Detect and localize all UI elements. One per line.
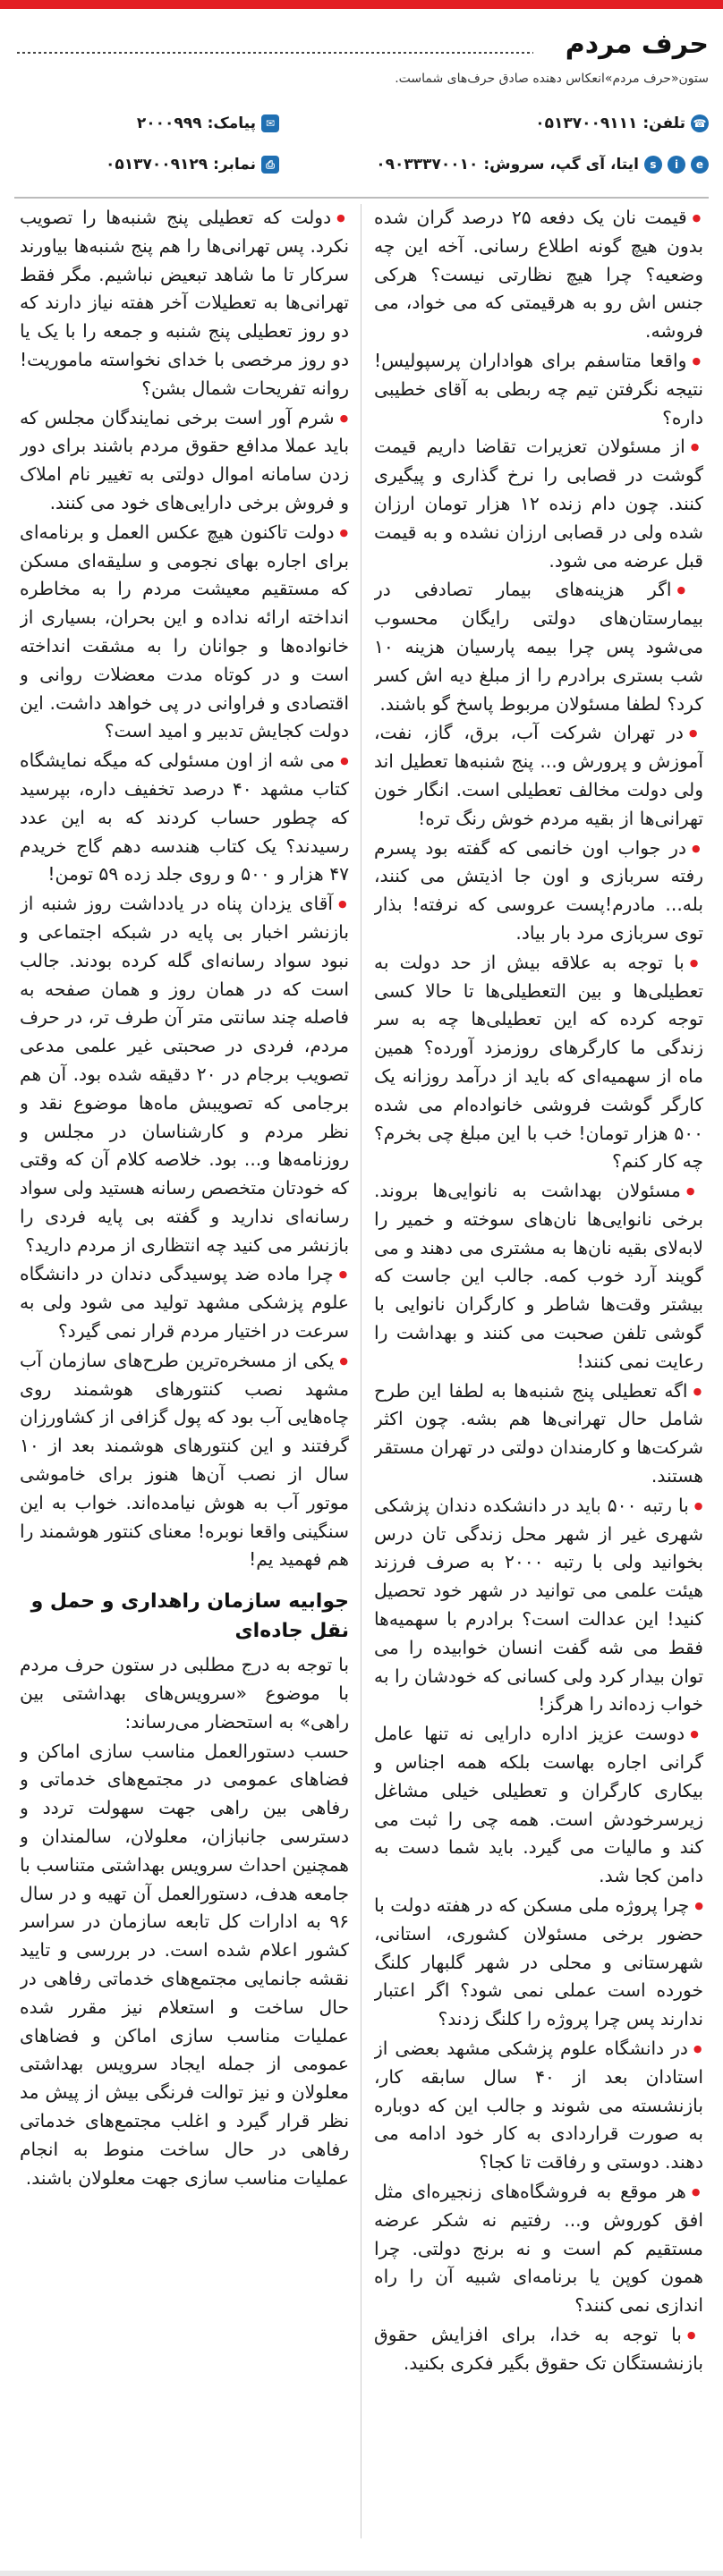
reader-message: ● دولت تاکنون هیچ عکس العمل و برنامه‌ای برای اجاره بهای نجومی و سلیقه‌ای مسکن که مستقیم معیشت مردم را به مخاطره انداخته ارائه نداده و این بحران، بسیاری از خانواده‌ها و جوانان را به مشقت انداخته است و در کوتاه مدت معضلات روانی و اقتصادی و فراوانی در پی خواهد داشت. این دولت کجایش تدبیر و امید است؟: [20, 519, 349, 746]
column-header: [0, 9, 723, 97]
response-paragraph: با توجه به درج مطلبی در ستون حرف مردم با موضوع «سرویس‌های بهداشتی بین راهی» به استحضار می‌رساند:: [20, 1654, 349, 1733]
reader-message: ● قیمت نان یک دفعه ۲۵ درصد گران شده بدون هیچ گونه اطلاع رسانی. آخه این چه وضعیه؟ چرا هیچ نظارتی نیست؟ هرکی جنس اش رو به هرقیمتی که می خواد، می فروشه.: [374, 204, 703, 346]
reader-message: ● مسئولان بهداشت به نانوایی‌ها بروند. برخی نانوایی‌ها نان‌های سوخته و خمیر را لابه‌لای بقیه نان‌ها به مشتری می دهند و می گویند آرد خوب کمه. جالب این جاست که بیشتر وقت‌ها شاطر و کارگران نانوایی با گوشی تلفن صحبت می کنند و بهداشت را رعایت نمی کنند!: [374, 1177, 703, 1377]
messenger-label: ایتا، آی گپ، سروش:: [483, 156, 639, 174]
fax-label: نمابر:: [213, 156, 256, 174]
phone-item: [535, 114, 709, 132]
reader-message: ● از مسئولان تعزیرات تقاضا داریم قیمت گوشت در قصابی را نرخ گذاری و پیگیری کنند. چون دام زنده ۱۲ هزار تومان ارزان شده ولی در قصابی ارزان نشده و به قیمت قبل عرضه می شود.: [374, 433, 703, 575]
soroush-icon: s: [644, 156, 662, 174]
reader-message: ● آقای یزدان پناه در یادداشت روز شنبه از بازنشر اخبار بی پایه در شبکه اجتماعی و نبود سواد رسانه‌ای گله کرده بودند. جالب است که در همان روز و همان صفحه به فاصله چند سانتی متر آن طرف تر، در حرف مردم، فردی در صحبتی غیر علمی مدعی تصویب برجام در ۲۰ دقیقه شده بود. آن هم برجامی که تصویبش ماه‌ها موضوع نقد و نظر مردم و کارشناسان در مجلس و روزنامه‌ها و... بود. خلاصه کلام آن که وقتی که خودتان متخصص رسانه هستید ولی سواد رسانه‌ای ندارید و گفته بی پایه فردی را بازنشر می کنید چه انتظاری از مردم دارید؟: [20, 890, 349, 1259]
response-paragraph: حسب دستورالعمل مناسب سازی اماکن و فضاهای عمومی در مجتمع‌های خدماتی و رفاهی بین راهی جهت سهولت تردد و دسترسی جانبازان، معلولان، سالمندان و همچنین احداث سرویس بهداشتی متناسب با جامعه هدف، دستورالعمل آن تهیه و در سال ۹۶ به ادارات کل تابعه سازمان در سراسر کشور اعلام شده است. در بررسی و تایید نقشه جانمایی مجتمع‌های خدماتی رفاهی در حال ساخت و استعلام نیز مقرر شده عملیات مناسب سازی اماکن و فضاهای عمومی از جمله ایجاد سرویس بهداشتی معلولان و نیز توالت فرنگی بیش از پیش مد نظر قرار گیرد و اغلب مجتمع‌های خدماتی رفاهی در حال ساخت منوط به انجام عملیات مناسب سازی جهت معلولان باشند.: [20, 1740, 349, 2189]
messenger-item: [376, 156, 709, 174]
sms-item: [137, 114, 279, 132]
reader-message: ● در جواب اون خانمی که گفته بود پسرم رفته سربازی و اون جا اذیتش می کنند، بله... مادرم!پست عروسی که نرفته! بذار توی سربازی مرد بار بیاد.: [374, 835, 703, 948]
fax-icon: ⎙: [261, 156, 279, 174]
fax-number: ۰۵۱۳۷۰۰۹۱۲۹: [105, 156, 208, 174]
reader-message: ● دولت که تعطیلی پنج شنبه‌ها را تصویب نکرد. پس تهرانی‌ها را هم پنج شنبه‌ها بیاورند سرکار تا ما شاهد تبعیض نباشیم. مگر فقط تهرانی‌ها به تعطیلات آخر هفته نیاز دارند که دو روز تعطیلی پنج شنبه و جمعه را با یک یا دو روز مرخصی با خدای نخواسته ماموریت! روانه تفریحات شمال بشن؟: [20, 204, 349, 403]
phone-number: ۰۵۱۳۷۰۰۹۱۱۱: [535, 114, 638, 132]
sms-number: ۲۰۰۰۹۹۹: [136, 114, 202, 132]
reader-message: ● واقعا متاسفم برای هواداران پرسپولیس! نتیجه نگرفتن تیم چه ربطی به آقای خطیبی داره؟: [374, 347, 703, 432]
response-heading: جوابیه سازمان راهداری و حمل و نقل جاده‌ای: [30, 1590, 349, 1643]
messenger-number: ۰۹۰۳۳۳۷۰۰۱۰: [376, 156, 479, 174]
right-column: [374, 204, 703, 2556]
phone-icon: ☎: [691, 114, 709, 132]
contact-row-2: [14, 148, 709, 184]
left-column: [20, 204, 349, 2556]
column-subtitle: ستون«حرف مردم»انعکاس دهنده صادق حرف‌های شماست.: [395, 72, 709, 86]
fax-item: [106, 156, 279, 174]
contact-divider: [14, 197, 709, 199]
igap-icon: i: [668, 156, 685, 174]
contact-info: [14, 106, 709, 195]
reader-message: ● چرا ماده ضد پوسیدگی دندان در دانشگاه علوم پزشکی مشهد تولید می شود ولی به سرعت در اختیار مردم قرار نمی گیرد؟: [20, 1260, 349, 1345]
reader-message: ● اگه تعطیلی پنج شنبه‌ها به لطفا این طرح شامل حال تهرانی‌ها هم بشه. چون اکثر شرکت‌ها و کارمندان دولتی در تهران مستقر هستند.: [374, 1377, 703, 1491]
reader-message: ● با رتبه ۵۰۰ باید در دانشکده دندان پزشکی شهری غیر از شهر محل زندگی تان درس بخوانید ولی با رتبه ۲۰۰۰ به صرف فرزند هیئت علمی می توانید در شهر خود تحصیل کنید! این عدالت است؟ برادرم با سهمیه‌ها فقط می شه گفت انسان خوابیده را می توان بیدار کرد ولی کسانی که خودشان را به خواب زده‌اند را هرگز!: [374, 1492, 703, 1719]
reader-message: ● اگر هزینه‌های بیمار تصادفی در بیمارستان‌های دولتی رایگان محسوب می‌شود پس چرا بیمه پارسیان هزینه ۱۰ شب بستری برادرم را از مبلغ دیه اش کسر کرد؟ لطفا مسئولان مربوط پاسخ گو باشند.: [374, 576, 703, 718]
reader-message: ● با توجه به خدا، برای افزایش حقوق بازنشستگان تک حقوق بگیر فکری بکنید.: [374, 2321, 703, 2378]
reader-message: ● یکی از مسخره‌ترین طرح‌های سازمان آب مشهد نصب کنتورهای هوشمند روی چاه‌هایی آب بود که پول گزافی از کشاورزان گرفتند و این کنتورهای هوشمند بعد از ۱۰ سال از نصب آن‌ها هنوز برای خاموشی موتور آب به هوش نیامده‌اند. خواب به این سنگینی واقعا نوبره! معنای کنتور هوشمند را هم فهمید یم!: [20, 1347, 349, 1574]
reader-message: ● دوست عزیز اداره دارایی نه تنها عامل گرانی اجاره بهاست بلکه همه اجناس و بیکاری کارگران و تعطیلی خیلی مشاغل زیرسرخودش است. همه چی را ثبت می کند و مالیات می گیرد. باید شما دست به دامن کجا شد.: [374, 1720, 703, 1891]
reader-message: ● می شه از اون مسئولی که میگه نمایشگاه کتاب مشهد ۴۰ درصد تخفیف داره، بپرسید که چطور حساب کردند که به این عدد رسیدند؟ یک کتاب هندسه دهم گاج خریدم ۴۷ هزار و ۵۰۰ و روی جلد زده ۵۹ تومن!: [20, 747, 349, 889]
reader-message: ● با توجه به علاقه بیش از حد دولت به تعطیلی‌ها و بین التعطیلی‌ها تا حالا کسی توجه کرده که این تعطیلی‌ها چه به سر زندگی ما کارگرهای روزمزد آورده؟ همین ماه از سهمیه‌ای که باید از درآمد روزانه یک کارگر گوشت فروشی خانواده‌ام می شده ۵۰۰ هزار تومان! خب با این مبلغ چی بخرم؟ چه کار کنم؟: [374, 949, 703, 1176]
top-accent-bar: [0, 0, 723, 9]
column-title: حرف مردم: [565, 29, 709, 60]
header-dotted-rule: [14, 52, 533, 54]
reader-message: ● در دانشگاه علوم پزشکی مشهد بعضی از استادان بعد از ۴۰ سال سابقه کار، بازنشسته می شوند و جالب این که دوباره به صورت قراردادی به کار خود ادامه می دهند. دوستی و رفاقت تا کجا؟: [374, 2035, 703, 2177]
phone-label: تلفن:: [642, 114, 685, 132]
reader-message: ● هر موقع به فروشگاه‌های زنجیره‌ای مثل افق کوروش و... رفتیم نه شکر عرضه مستقیم کم است و نه برنج دولتی. چرا همون کوپن یا برنامه‌ای شبیه آن را راه اندازی نمی کنند؟: [374, 2178, 703, 2320]
bottom-border: [0, 2571, 723, 2576]
sms-icon: ✉: [261, 114, 279, 132]
sms-label: پیامک:: [207, 114, 256, 132]
reader-message: ● در تهران شرکت آب، برق، گاز، نفت، آموزش و پرورش و... پنج شنبه‌ها تعطیل اند ولی دولت مخالف تعطیلی است. انگار خون تهرانی‌ها از بقیه مردم خوش رنگ تره!: [374, 719, 703, 833]
reader-message: ● چرا پروژه ملی مسکن که در هفته دولت با حضور برخی مسئولان کشوری، استانی، شهرستانی و محلی در شهر گلبهار کلنگ خورده است عملی نمی شود؟ اگر اعتبار ندارند پس چرا پروژه را کلنگ زدند؟: [374, 1892, 703, 2034]
column-separator: [361, 204, 362, 2538]
reader-message: ● شرم آور است برخی نمایندگان مجلس که باید عملا مدافع حقوق مردم باشند برای دور زدن سامانه اموال دولتی به تغییر نام املاک و فروش برخی دارایی‌های خود می کنند.: [20, 404, 349, 518]
eitaa-icon: e: [691, 156, 709, 174]
contact-row-1: [14, 107, 709, 143]
